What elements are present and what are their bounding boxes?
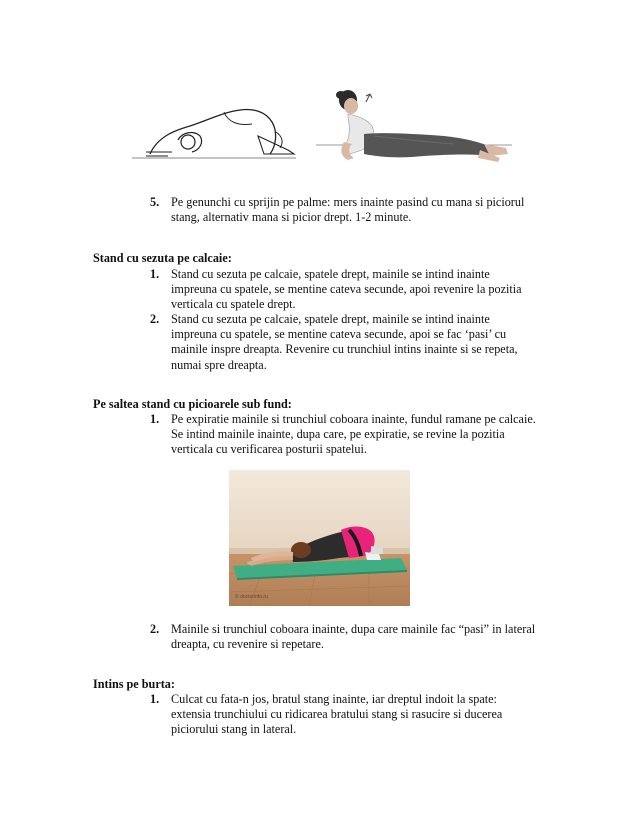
item-text-line: Mainile si trunchiul coboara inainte, dupa care mainile fac “pasi” in lateral [171,622,536,636]
list-item [150,412,560,458]
photo-credit: © doctorinfo.ru [235,594,268,600]
child-pose-photo [229,470,410,606]
item-text-line: numai spre dreapta. [171,357,267,372]
item-text-line: stang, alternativ mana si picior drept. 1-2 minute. [171,210,412,225]
section-heading: Intins pe burta: [93,677,175,691]
item-text-line: impreuna cu spatele, se mentine cateva secunde, apoi revenire la pozitia [171,282,522,297]
item-text-line: Stand cu sezuta pe calcaie, spatele drept, mainile se intind inainte [171,312,490,326]
item-text-line: mainile inspre dreapta. Revenire cu trunchiul intins inainte si se repeta, [171,342,518,357]
item-text-line: Se intind mainile inainte, dupa care, pe expiratie, se revine la pozitia [171,427,505,442]
item-text-line: dreapta, cu revenire si repetare. [171,637,324,652]
section-heading: Pe saltea stand cu picioarele sub fund: [93,397,292,411]
item-number: 1. [150,412,160,426]
list-item [150,267,550,313]
item-number: 2. [150,622,160,636]
item-number: 5. [150,195,160,209]
item-number: 1. [150,267,160,281]
photo-svg [229,470,410,606]
list-item [150,312,550,373]
item-text-line: piciorului stang in lateral. [171,722,297,737]
item-number: 1. [150,692,160,706]
item-text-line: Pe expiratie mainile si trunchiul coboara inainte, fundul ramane pe calcaie. [171,412,536,426]
list-item [150,195,550,226]
item-text-line: verticala cu verificarea posturii spatelui. [171,442,367,457]
item-text-line: Stand cu sezuta pe calcaie, spatele drept, mainile se intind inainte [171,267,490,281]
cobra-pose-illustration [314,86,514,178]
item-text-line: Culcat cu fata-n jos, bratul stang inainte, iar dreptul indoit la spate: [171,692,497,706]
item-text-line: Pe genunchi cu sprijin pe palme: mers inainte pasind cu mana si piciorul [171,195,525,209]
child-pose-illustration [128,92,300,164]
item-number: 2. [150,312,160,326]
item-text-line: impreuna cu spatele, se mentine cateva secunde, apoi se fac ‘pasi’ cu [171,327,507,342]
list-item [150,622,560,653]
item-text-line: verticala cu spatele drept. [171,297,296,312]
list-item [150,692,560,738]
section-heading: Stand cu sezuta pe calcaie: [93,251,232,265]
item-text-line: extensia trunchiului cu ridicarea bratului stang si rasucire si ducerea [171,707,503,722]
